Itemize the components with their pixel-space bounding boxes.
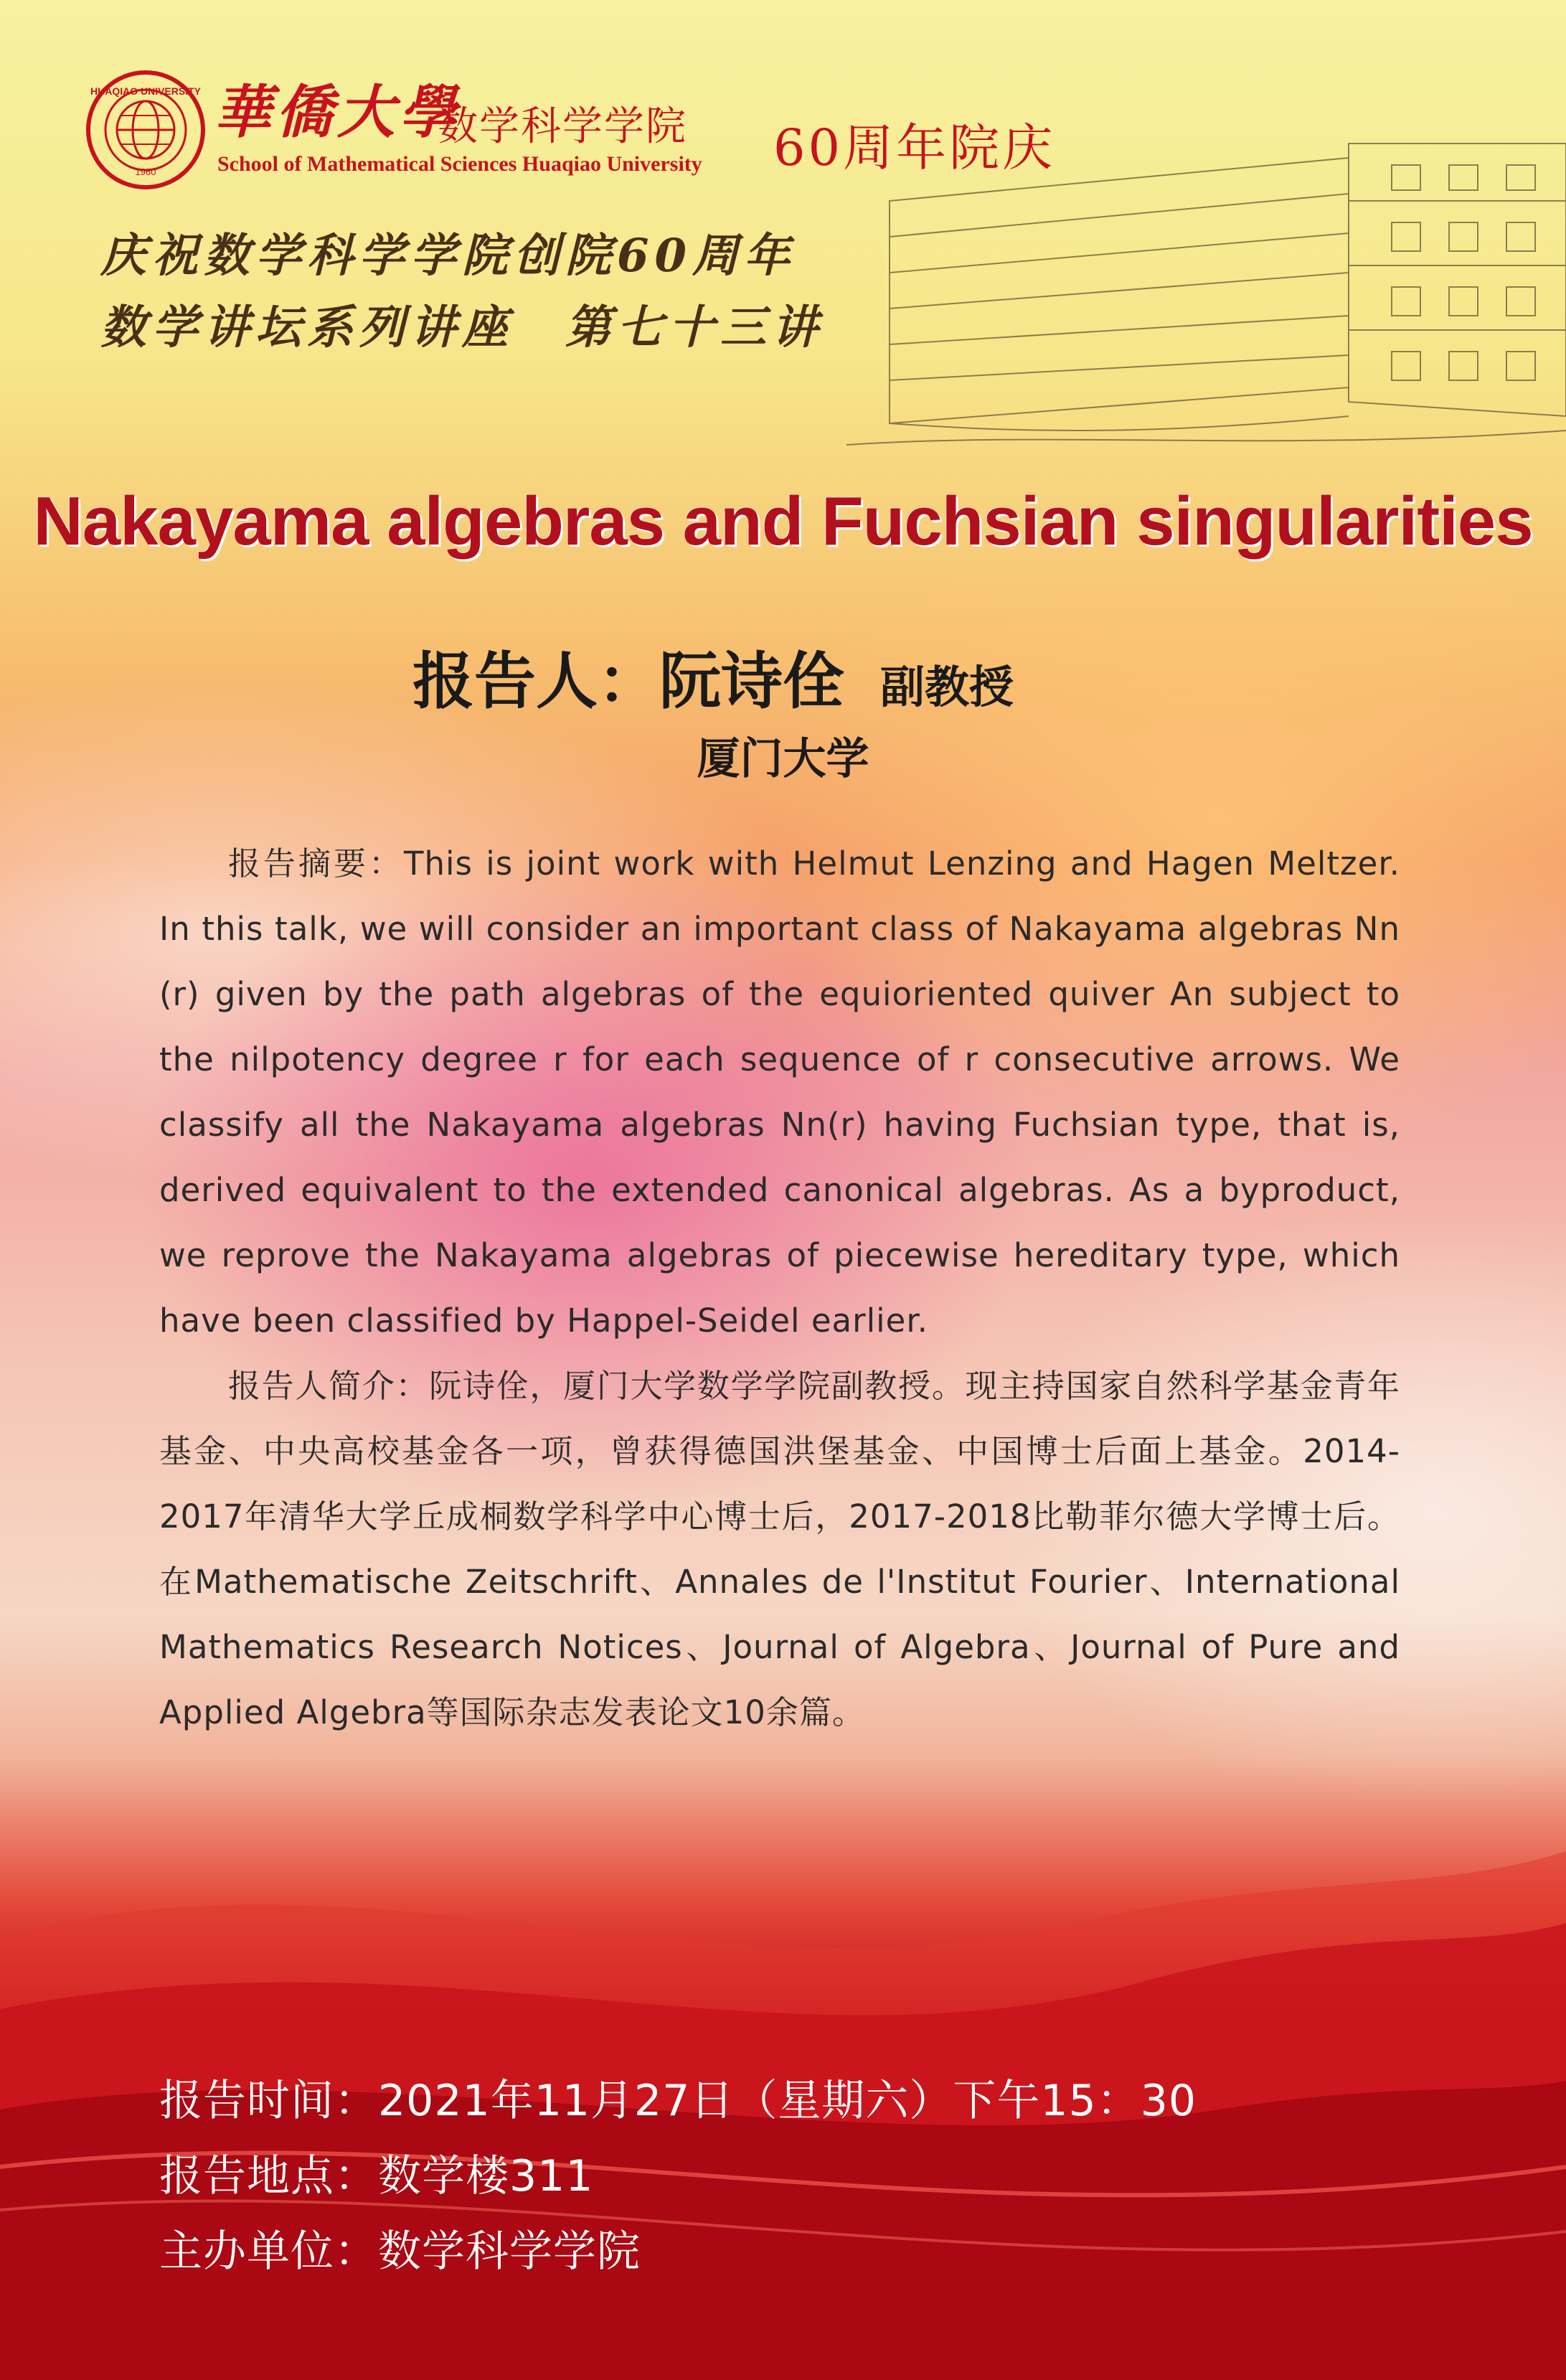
abstract-paragraph: 报告摘要：This is joint work with Helmut Lenzing and Hagen Meltzer. In this talk, we will consider an important class of Nakayama algebras Nn (r) given by the path algebras of the equioriented quiver An subject to the nilpotency degree r for each sequence of r consecutive arrows. We classify all the Nakayama algebras Nn(r) having Fuchsian type, that is, derived equivalent to the extended canonical algebras. As a byproduct, we reprove the Nakayama algebras of piecewise hereditary type, which have been classified by Happel-Seidel earlier. [159, 845, 1400, 1340]
talk-description [159, 831, 1400, 1745]
seal-year: 1960 [135, 166, 156, 177]
talk-location: 报告地点：数学楼311 [159, 2151, 594, 2201]
lecture-series-line: 数学讲坛系列讲座 第七十三讲 [100, 301, 824, 354]
speaker-line [412, 631, 1014, 720]
speaker-rank: 副教授 [880, 661, 1014, 713]
university-seal-logo [85, 69, 207, 191]
speaker-name: 报告人：阮诗佺 [412, 646, 844, 718]
talk-title: Nakayama algebras and Fuchsian singularities [33, 483, 1533, 560]
red-wave-background [0, 1708, 1566, 2380]
college-name-en: School of Mathematical Sciences Huaqiao University [217, 152, 702, 176]
talk-time: 报告时间：2021年11月27日（星期六）下午15：30 [159, 2076, 1197, 2126]
university-name: 華僑大學 [214, 78, 461, 146]
college-name-cn: 数学科学学院 [438, 103, 687, 150]
seal-text: HUAQIAO UNIVERSITY [90, 85, 202, 97]
bio-paragraph: 报告人简介：阮诗佺，厦门大学数学学院副教授。现主持国家自然科学基金青年基金、中央高校基金各一项，曾获得德国洪堡基金、中国博士后面上基金。2014-2017年清华大学丘成桐数学科学中心博士后，2017-2018比勒菲尔德大学博士后。在Mathematische Zeitschrift、Annales de l'Institut Fourier、International Mathematics Research Notices、Journal of Algebra、Journal of Pure and Applied Algebra等国际杂志发表论文10余篇。 [159, 1367, 1400, 1731]
talk-organizer: 主办单位：数学科学学院 [159, 2226, 641, 2277]
anniversary-label: 60周年院庆 [773, 118, 1056, 177]
celebration-line: 庆祝数学科学学院创院60周年 [100, 229, 796, 283]
speaker-affiliation: 厦门大学 [697, 734, 869, 784]
